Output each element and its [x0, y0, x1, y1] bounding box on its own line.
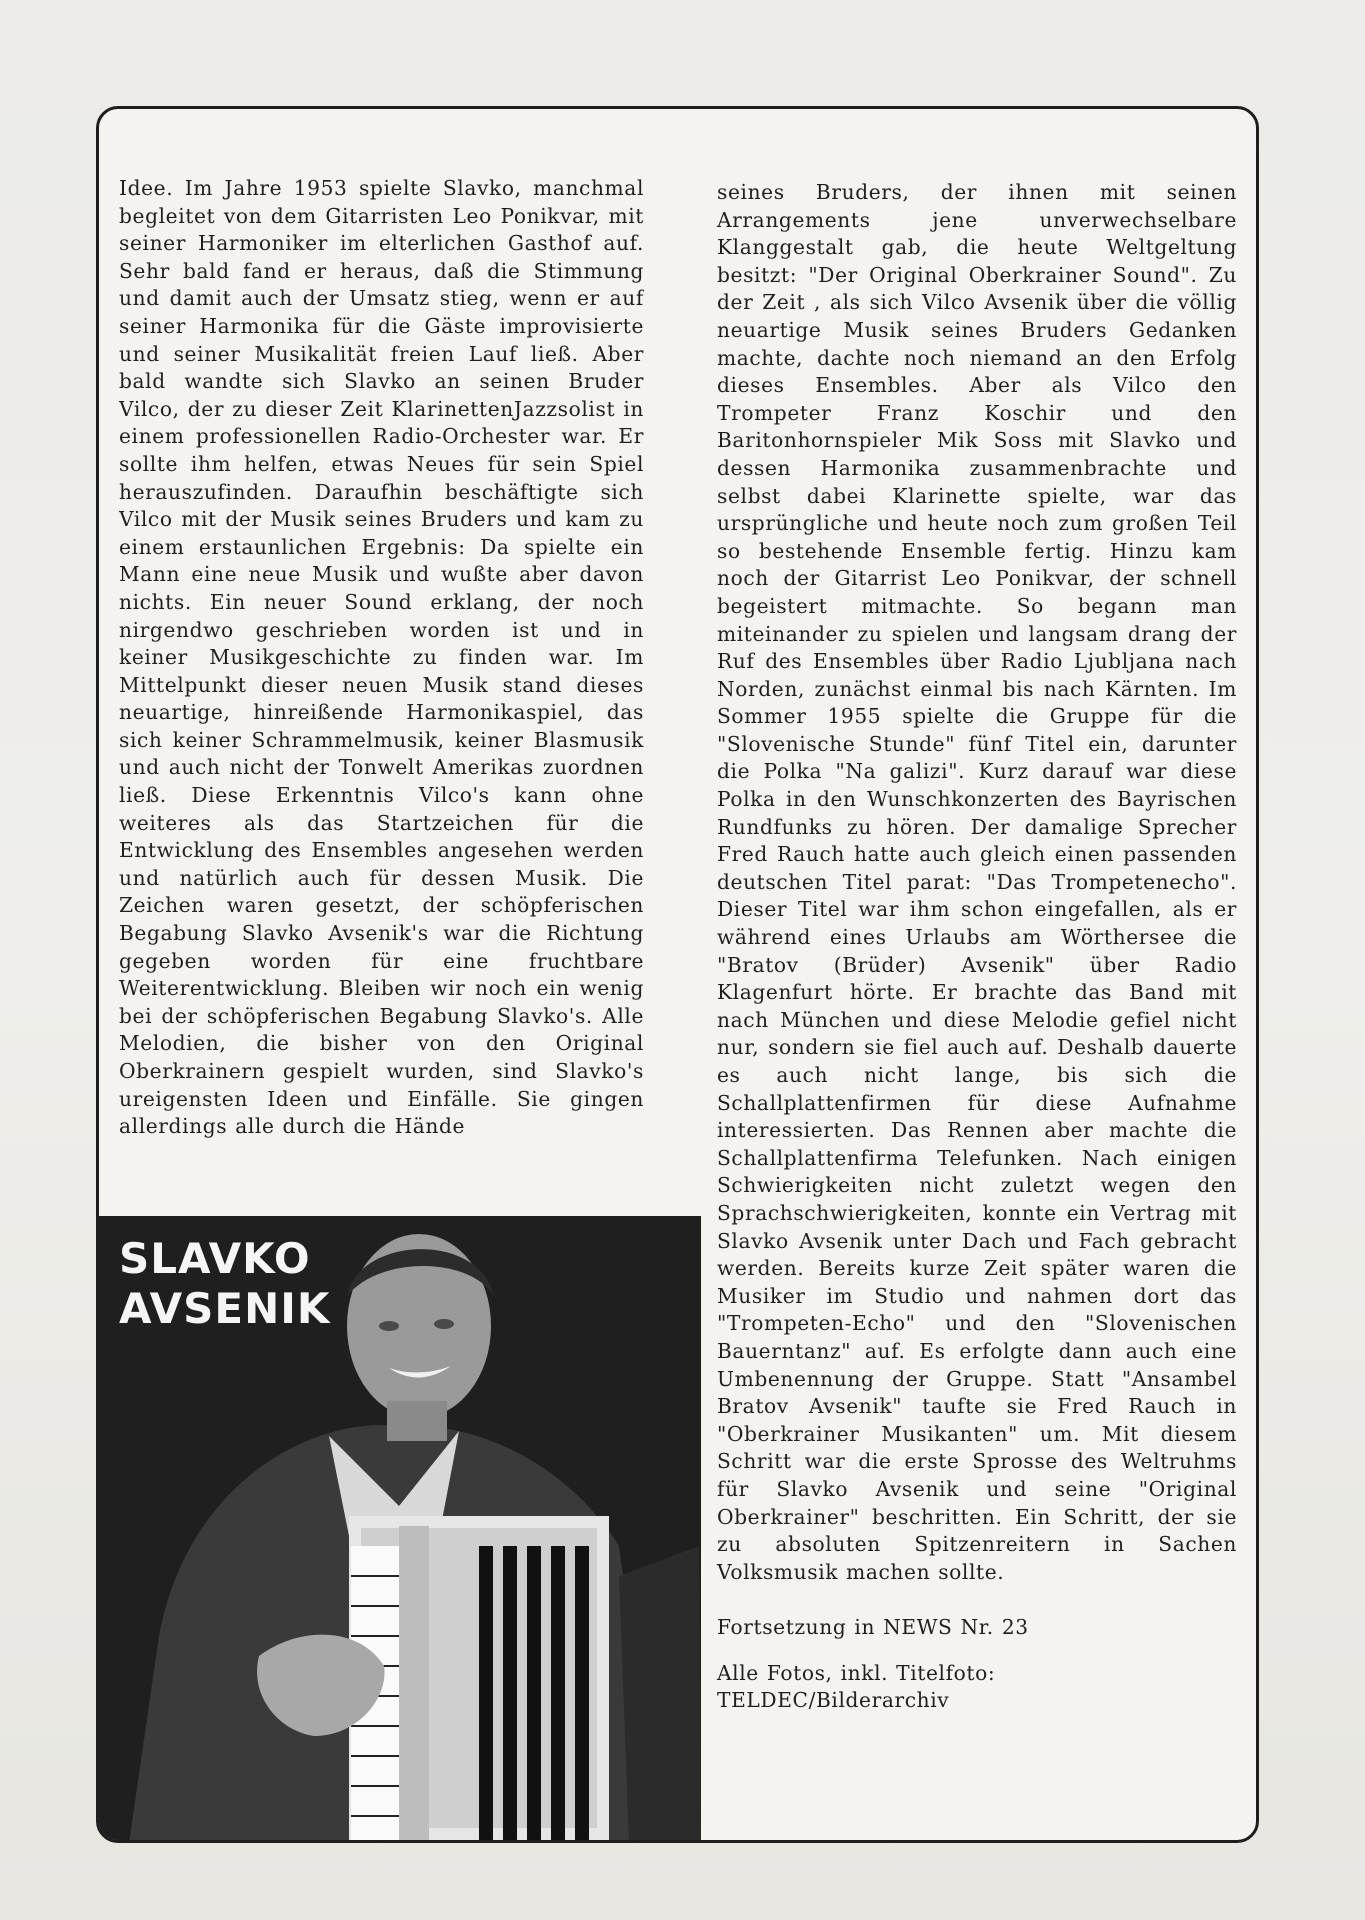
photo-caption — [119, 1234, 330, 1334]
photo-credit-line-1: Alle Fotos, inkl. Titelfoto: — [717, 1660, 996, 1685]
photo-caption-line-1: SLAVKO — [119, 1234, 311, 1283]
article-frame — [96, 106, 1259, 1843]
article-right-text: seines Bruders, der ihnen mit seinen Arrangements jene unverwechselbare Klanggestalt gab, die heute Weltgeltung besitzt: "Der Original Oberkrainer Sound". Zu der Zeit , als sich Vilco Avsenik über die völlig neuartige Musik seines Bruders Gedanken machte, dachte noch niemand an den Erfolg dieses Ensembles. Aber als Vilco den Trompeter Franz Koschir und den Baritonhornspieler Mik Soss mit Slavko und dessen Harmonika zusammenbrachte und selbst dabei Klarinette spielte, war das ursprüngliche und heute noch zum großen Teil so bestehende Ensemble fertig. Hinzu kam noch der Gitarrist Leo Ponikvar, der schnell begeistert mitmachte. So begann man miteinander zu spielen und langsam drang der Ruf des Ensembles über Radio Ljubljana nach Norden, zunächst einmal bis nach Kärnten. Im Sommer 1955 spielte die Gruppe für die "Slovenische Stunde" fünf Titel ein, darunter die Polka "Na galizi". Kurz darauf war diese Polka in den Wunschkonzerten des Bayrischen Rundfunks zu hören. Der damalige Sprecher Fred Rauch hatte auch gleich einen passenden deutschen Titel parat: "Das Trompetenecho". Dieser Titel war ihm schon eingefallen, als er während eines Urlaubs am Wörthersee die "Bratov (Brüder) Avsenik" über Radio Klagenfurt hörte. Er brachte das Band mit nach München und diese Melodie gefiel nicht nur, sondern sie fiel auch auf. Deshalb dauerte es auch nicht lange, bis sich die Schallplattenfirmen für diese Aufnahme interessierten. Das Rennen aber machte die Schallplattenfirma Telefunken. Nach einigen Schwierigkeiten nicht zuletzt wegen den Sprachschwierigkeiten, konnte ein Vertrag mit Slavko Avsenik unter Dach und Fach gebracht werden. Bereits kurze Zeit später waren die Musiker im Studio und nahmen dort das "Trompeten-Echo" und den "Slovenischen Bauerntanz" auf. Es erfolgte dann auch eine Umbenennung der Gruppe. Statt "Ansambel Bratov Avsenik" taufte sie Fred Rauch in "Oberkrainer Musikanten" um. Mit diesem Schritt war die erste Sprosse des Weltruhms für Slavko Avsenik und seine "Original Oberkrainer" beschritten. Ein Schritt, der sie zu absoluten Spitzenreitern in Sachen Volksmusik machen sollte. — [717, 180, 1237, 1584]
photo-credit-line-2: TELDEC/Bilderarchiv — [717, 1688, 950, 1713]
article-column-right — [717, 179, 1237, 1715]
photo-credit — [717, 1660, 1237, 1715]
continuation-note: Fortsetzung in NEWS Nr. 23 — [717, 1615, 1029, 1640]
accordionist-photo — [99, 1216, 701, 1843]
article-column-left: Idee. Im Jahre 1953 spielte Slavko, manchmal begleitet von dem Gitarristen Leo Ponikvar, mit seiner Harmoniker im elterlichen Gasthof auf. Sehr bald fand er heraus, daß die Stimmung und damit auch der Umsatz stieg, wenn er auf seiner Harmonika für die Gäste improvisierte und seiner Musikalität freien Lauf ließ. Aber bald wandte sich Slavko an seinen Bruder Vilco, der zu dieser Zeit KlarinettenJazzsolist in einem professionellen Radio-Orchester war. Er sollte ihm helfen, etwas Neues für sein Spiel herauszufinden. Daraufhin beschäftigte sich Vilco mit der Musik seines Bruders und kam zu einem erstaunlichen Ergebnis: Da spielte ein Mann eine neue Musik und wußte aber davon nichts. Ein neuer Sound erklang, der noch nirgendwo geschrieben worden ist und in keiner Musikgeschichte zu finden war. Im Mittelpunkt dieser neuen Musik stand dieses neuartige, hinreißende Harmonikaspiel, das sich keiner Schrammelmusik, keiner Blasmusik und auch nicht der Tonwelt Amerikas zuordnen ließ. Diese Erkenntnis Vilco's kann ohne weiteres als das Startzeichen für die Entwicklung des Ensembles angesehen werden und natürlich auch für dessen Musik. Die Zeichen waren gesetzt, der schöpferischen Begabung Slavko Avsenik's war die Richtung gegeben worden für eine fruchtbare Weiterentwicklung. Bleiben wir noch ein wenig bei der schöpferischen Begabung Slavko's. Alle Melodien, die bisher von den Original Oberkrainern gespielt wurden, sind Slavko's ureigensten Ideen und Einfälle. Sie gingen allerdings alle durch die Hände — [119, 176, 644, 1139]
photo-caption-line-2: AVSENIK — [119, 1284, 331, 1333]
